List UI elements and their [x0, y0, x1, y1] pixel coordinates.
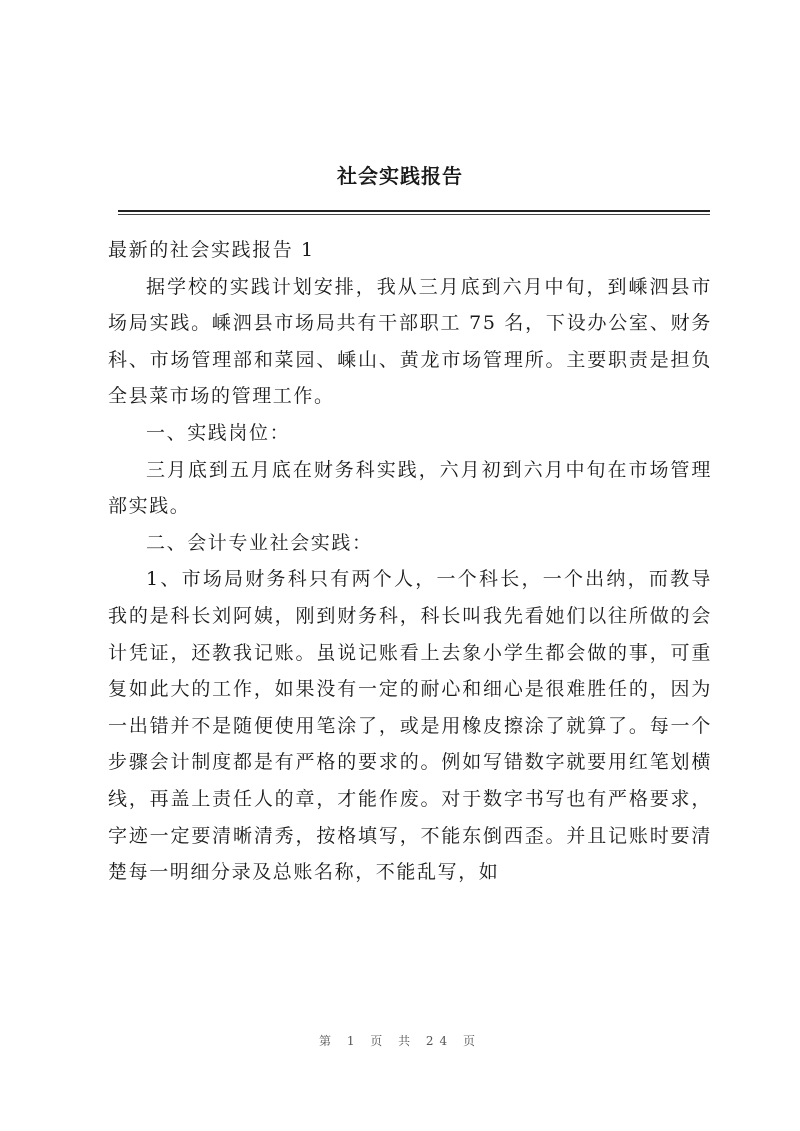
paragraph-position-detail: 三月底到五月底在财务科实践，六月初到六月中旬在市场管理部实践。 — [108, 458, 712, 518]
title-divider-thin — [118, 214, 710, 215]
document-body — [108, 232, 712, 891]
paragraph-intro: 据学校的实践计划安排，我从三月底到六月中旬，到嵊泗县市场局实践。嵊泗县市场局共有干部职工 75 名，下设办公室、财务科、市场管理部和菜园、嵊山、黄龙市场管理所。主要职责是担负全县菜市场的管理工作。 — [108, 275, 712, 408]
page-title: 社会实践报告 — [337, 164, 463, 188]
paragraph-heading-practice: 二、会计专业社会实践： — [146, 531, 373, 554]
paragraph-practice-detail: 1、市场局财务科只有两个人，一个科长，一个出纳，而教导我的是科长刘阿姨，刚到财务科，科长叫我先看她们以往所做的会计凭证，还教我记账。虽说记账看上去象小学生都会做的事，可重复如此大的工作，如果没有一定的耐心和细心是很难胜任的，因为一出错并不是随便使用笔涂了，或是用橡皮擦涂了就算了。每一个步骤会计制度都是有严格的要求的。例如写错数字就要用红笔划横线，再盖上责任人的章，才能作废。对于数字书写也有严格要求，字迹一定要清晰清秀，按格填写，不能东倒西歪。并且记账时要清楚每一明细分录及总账名称，不能乱写，如 — [108, 568, 712, 884]
paragraph-heading-position: 一、实践岗位： — [146, 421, 291, 444]
title-divider — [118, 210, 710, 212]
page-number-footer: 第 1 页 共 24 页 — [319, 1034, 481, 1048]
section-subtitle: 最新的社会实践报告 1 — [108, 239, 315, 261]
